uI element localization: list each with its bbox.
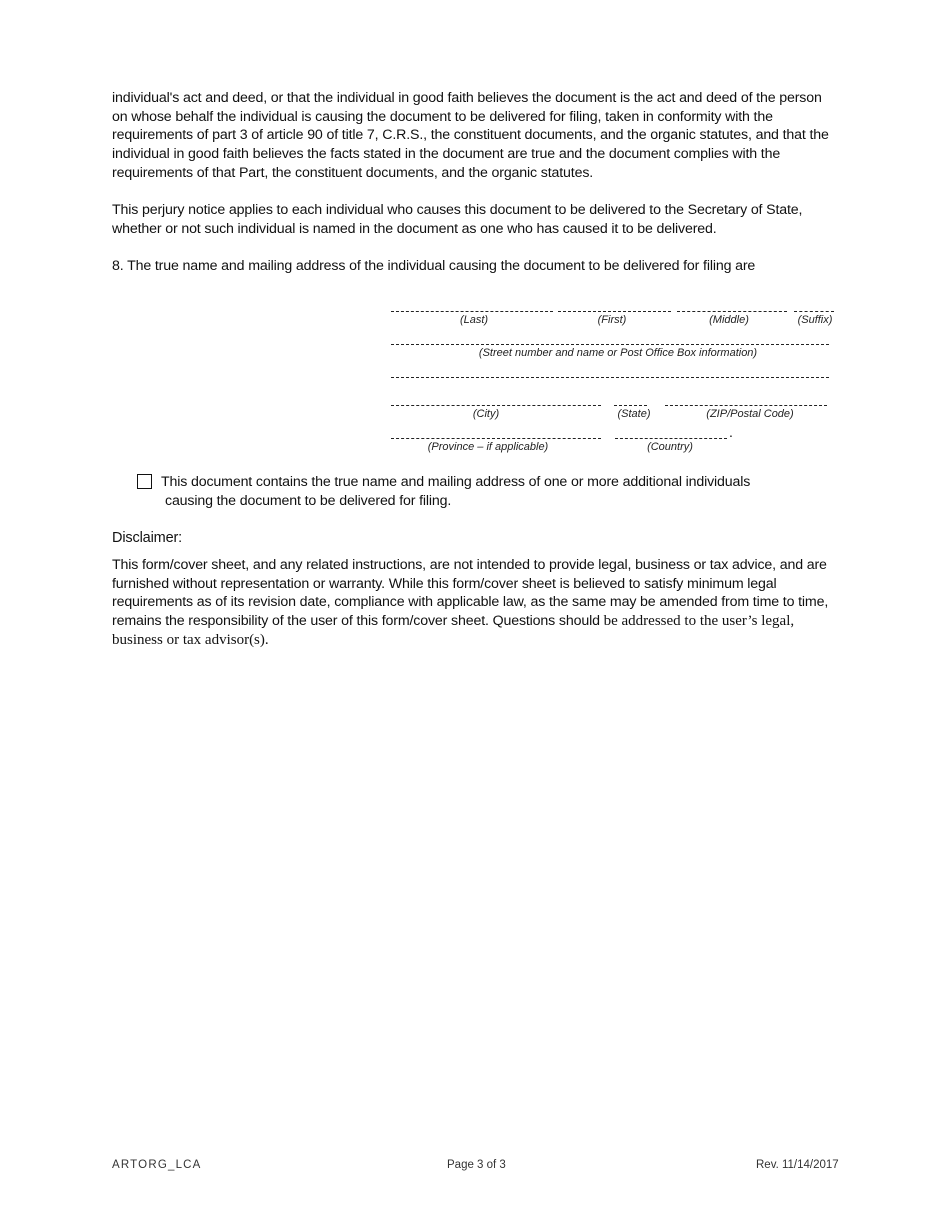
city-field[interactable] bbox=[391, 405, 601, 406]
first-name-field[interactable] bbox=[558, 311, 671, 312]
city-label: (City) bbox=[472, 408, 500, 420]
zip-postal-code-field[interactable] bbox=[665, 405, 827, 406]
last-name-field[interactable] bbox=[391, 311, 553, 312]
additional-individuals-text bbox=[161, 473, 841, 510]
province-label: (Province – if applicable) bbox=[427, 441, 549, 453]
disclaimer-text-sans: This form/cover sheet, and any related instructions, are not intended to provide legal, business or tax advice, and are furnished without representation or warranty. While this form/cover sheet is believed to satisfy minimum legal requirements as of its revision date, compliance with applicable law, as the same may be amended from time to time, remains the responsibility of the user of this form/cover sheet. Questions should bbox=[112, 557, 829, 630]
suffix-field[interactable] bbox=[794, 311, 834, 312]
street-address-label: (Street number and name or Post Office Box information) bbox=[478, 347, 758, 359]
disclaimer-text-serif: be addressed to the user’s legal, business or tax advisor(s). bbox=[112, 613, 795, 648]
state-label: (State) bbox=[617, 408, 651, 420]
country-field[interactable] bbox=[615, 438, 727, 439]
suffix-label: (Suffix) bbox=[797, 314, 833, 326]
country-label: (Country) bbox=[647, 441, 693, 453]
street-address-line-2-field[interactable] bbox=[391, 377, 829, 378]
disclaimer-body bbox=[112, 556, 832, 650]
middle-name-label: (Middle) bbox=[709, 314, 749, 326]
state-field[interactable] bbox=[614, 405, 647, 406]
middle-name-field[interactable] bbox=[677, 311, 787, 312]
additional-individuals-line-2: causing the document to be delivered for filing. bbox=[165, 492, 452, 509]
last-name-label: (Last) bbox=[459, 314, 489, 326]
address-trailing-period: . bbox=[729, 424, 733, 440]
continuation-paragraph: individual's act and deed, or that the individual in good faith believes the document is the act and deed of the person on whose behalf the individual is causing the document to be delivered for filing, taken in conformity with the requirements of part 3 of article 90 of title 7, C.R.S., the constituent documents, and the organic statutes, and that the individual in good faith believes the facts stated in the document are true and the document complies with the requirements of that Part, the constituent documents, and the organic statutes. bbox=[112, 90, 829, 181]
zip-postal-code-label: (ZIP/Postal Code) bbox=[706, 408, 794, 420]
perjury-notice-paragraph: This perjury notice applies to each individual who causes this document to be delivered to the Secretary of State, whether or not such individual is named in the document as one who has caused it to be delivered. bbox=[112, 202, 803, 237]
disclaimer-heading: Disclaimer: bbox=[112, 530, 183, 546]
first-name-label: (First) bbox=[597, 314, 627, 326]
page-number: Page 3 of 3 bbox=[447, 1159, 506, 1171]
province-field[interactable] bbox=[391, 438, 601, 439]
revision-date: Rev. 11/14/2017 bbox=[756, 1159, 839, 1171]
additional-individuals-checkbox[interactable] bbox=[137, 474, 152, 489]
form-code: ARTORG_LCA bbox=[112, 1159, 202, 1171]
item-8-statement: 8. The true name and mailing address of the individual causing the document to be delivered for filing are bbox=[112, 258, 756, 274]
street-address-field[interactable] bbox=[391, 344, 829, 345]
additional-individuals-line-1: This document contains the true name and mailing address of one or more additional individuals bbox=[161, 474, 751, 490]
